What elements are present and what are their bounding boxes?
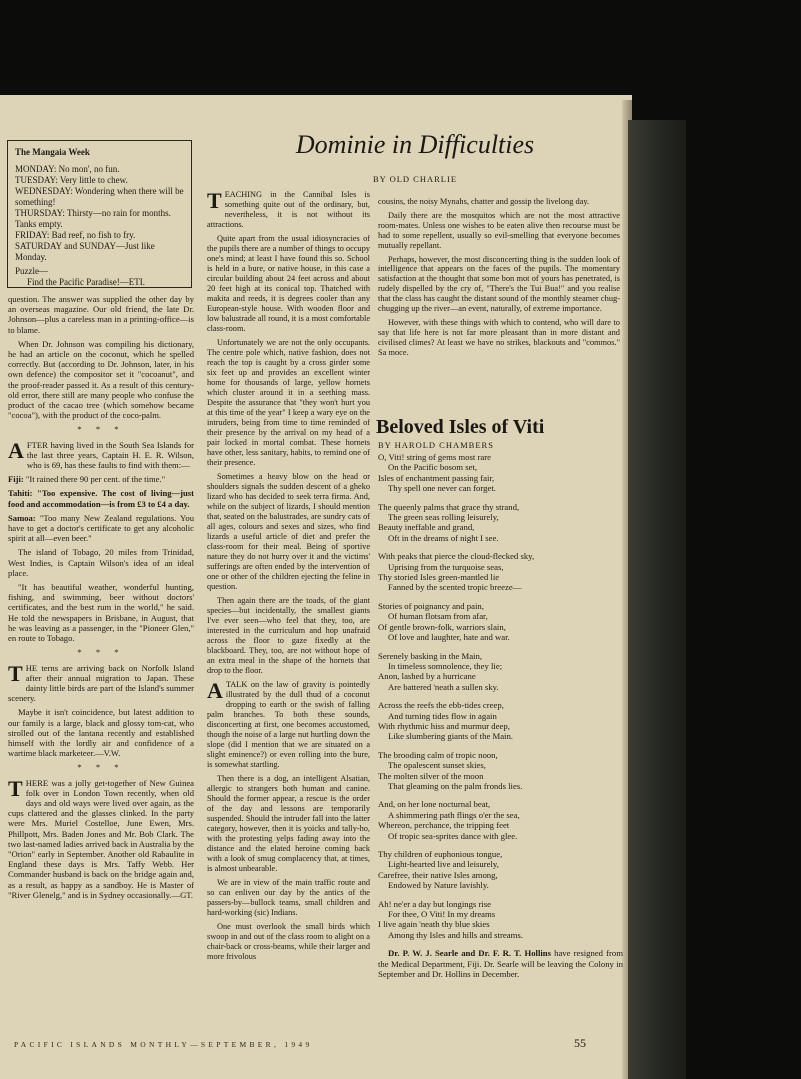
page-footer: PACIFIC ISLANDS MONTHLY—SEPTEMBER, 1949 [14, 1040, 313, 1049]
paragraph: The island of Tobago, 20 miles from Trinidad, West Indies, is Captain Wilson's idea of an ideal place. [8, 547, 194, 578]
paragraph: THERE was a jolly get-together of New Guinea folk over in London Town recently, when old days and old ways were lived over again, as the cups clattered and the glasses clinked. In the party were Mrs. Muriel Costelloe, June Ewen, Mrs. Phillpott, Mrs. Baden Jones and Mr. Bob Clark. The two last-named ladies arrived back in Australia by the "Orion" early in September. Another old Rabaulite in England these days is Mrs. Taffy Webb. Her Commander husband is back on the bridge again and, as a result, as happy as a sandboy. He is Master of "River Glenelg," and is in Sydney occasionally.—GT. [8, 775, 194, 900]
book-binding [628, 120, 686, 1079]
paragraph: Perhaps, however, the most disconcerting thing is the sudden look of intelligence that appears on the faces of the pupils. The momentary satisfaction at the thought that some bon mot of yours has penetrated, is rudely dispelled by the cry of, "There's the Tui Bua!" and you realise that the class has caught the distant sound of the monthly steamer chug-chugging up the river—an event, naturally, of extreme importance. [378, 254, 620, 314]
poem-line: Isles of enchantment passing fair, [378, 472, 495, 483]
left-column [8, 294, 194, 904]
medical-note [378, 948, 623, 979]
note-text: have resigned from the Medical Department, Fiji. Dr. Searle will be leaving the Colony in September and Dr. Hollins in December. [378, 948, 624, 980]
poem-line: And turning tides flow in again [388, 710, 497, 721]
right-column [378, 197, 620, 362]
poem-line: With peaks that pierce the cloud-flecked sky, [378, 551, 535, 562]
poem-body [378, 452, 623, 979]
poem-line: Fanned by the scented tropic breeze— [388, 582, 522, 593]
poem-line: On the Pacific bosom set, [388, 462, 478, 473]
drop-cap: A [207, 678, 223, 703]
poem-stanza [378, 700, 623, 742]
drop-cap: T [8, 775, 23, 801]
poem-line: A shimmering path flings o'er the sea, [388, 809, 520, 820]
poem-line: The opalescent sunset skies, [388, 760, 486, 771]
poem-line: Of gentle brown-folk, warriors slain, [378, 621, 506, 632]
poem-title: Beloved Isles of Viti [376, 416, 545, 438]
poem-line: O, Viti! string of gems most rare [378, 452, 491, 462]
paragraph: When Dr. Johnson was compiling his dictionary, he had an article on the coconut, which he spelled correctly. But (according to Dr. Johnson, later, in his own defence) the compositor set it "cocoanut", and the proof-reader passed it. As a result of this century-old error, there still are many people who confuse the product of the cacao tree (which somehow became "cocoa"), with the product of the coco-palm. [8, 338, 194, 421]
box-line: MONDAY: No mon', no fun. [15, 164, 120, 174]
section-stars: * * * [77, 424, 125, 435]
page-number: 55 [574, 1036, 586, 1050]
poem-line: The molten silver of the moon [378, 770, 484, 781]
paragraph: THE terns are arriving back on Norfolk Island after their annual migration to Japan. These dainty little birds are part of the Island's summer scenery. [8, 660, 194, 704]
note-names: Dr. P. W. J. Searle and Dr. F. R. T. Hollins [388, 948, 552, 959]
drop-cap: T [207, 188, 222, 213]
poem-line: The queenly palms that grace thy strand, [378, 501, 520, 512]
poem-line: In timeless somnolence, they lie; [388, 660, 503, 671]
paragraph: Then there is a dog, an intelligent Alsatian, allergic to strangers both human and canine. Should the former appear, a rescue is the order of the day and lessons are temporarily suspended. Should the intruder fall into the latter category, however, then it is yoicks and tally-ho, with the protesting yelps fading away into the distance and the elated heroine coming back with a look of smug complacency that, at times, is almost unbearable. [207, 774, 370, 873]
paragraph: Fiji: "It rained there 90 per cent. of the time." [8, 474, 166, 485]
drop-cap: T [8, 660, 23, 686]
paragraph: One must overlook the small birds which swoop in and out of the class room to alight on a chair-back or cross-beams, while their larger and more frivolous [207, 922, 370, 961]
poem-line: Ah! ne'er a day but longings rise [378, 898, 492, 909]
paragraph: Daily there are the mosquitos which are not the most attractive room-mates. Unless one wishes to be eaten alive then recourse must be had to some repellent, usually so evil-smelling that everyone becomes mutually repellant. [378, 210, 620, 250]
poem-line: Thy storied Isles green-mantled lie [378, 572, 500, 583]
paragraph: TEACHING in the Cannibal Isles is something quite out of the ordinary, but, nevertheless, it is not without its attractions. [207, 188, 370, 229]
mangaia-week-box [7, 140, 192, 288]
paragraph: Quite apart from the usual idiosyncracies of the pupils there are a number of things to occupy one's mind; at least I have found this so. School is held in a bure, or native house, in this case a circular building about 24 feet across and about 20 feet high at its conical top. Thatched with makita and reeds, it is degrees cooler than any European-style house. With wooden floor and low balustrade all round, it is a most comfortable class-room. [207, 234, 370, 333]
poem-line: Of love and laughter, hate and war. [388, 632, 510, 643]
poem-line: I live again 'neath thy blue skies [378, 919, 490, 930]
poem-line: Light-hearted live and leisurely, [388, 859, 499, 870]
paragraph: question. The answer was supplied the other day by an overseas magazine. Our old friend, the late Dr. Johnson—plus a careless man in a printing-office—is to blame. [8, 294, 194, 335]
section-stars: * * * [77, 762, 125, 773]
article-byline: BY OLD CHARLIE [372, 174, 458, 184]
section-stars: * * * [77, 647, 125, 658]
poem-line: Of tropic sea-sprites dance with glee. [388, 830, 518, 841]
paragraph: cousins, the noisy Mynahs, chatter and gossip the livelong day. [378, 197, 590, 206]
poem-line: The brooding calm of tropic noon, [378, 749, 498, 760]
poem-line: Anon, lashed by a hurricane [378, 671, 476, 682]
poem-line: Beauty ineffable and grand, [378, 522, 475, 533]
poem-line: Whereon, perchance, the tripping feet [378, 820, 510, 831]
paragraph: ATALK on the law of gravity is pointedly illustrated by the dull thud of a coconut dropping to earth or the swish of falling palm branches. To both these sounds, disconcerting at first, one becomes accustomed, though the noise of a large nut hurtling down the slope (did I mention that we are situated on a slight eminence?) or even rolling into the bure, is somewhat startling. [207, 678, 370, 769]
poem-line: Stories of poignancy and pain, [378, 600, 484, 611]
poem-line: Across the reefs the ebb-tides creep, [378, 700, 504, 711]
paragraph: Tahiti: "Too expensive. The cost of living—just food and accommodation—is from £3 to £4 a day. [8, 488, 194, 509]
poem-stanza [378, 750, 623, 792]
paragraph: Unfortunately we are not the only occupants. The centre pole which, native fashion, does not reach the top is caught by a cross girder some six feet up and provides an excellent winter home for thousands of large, yellow hornets which cluster around it in a seething mass. Despite the assurance that "they won't hurt you at this time of the year" I keep a wary eye on the intruders, being from time to time reminded of their presence by the arrival on my head of a pair locked in mortal combat. These hornets have other, less sanitary, habits, to remind one of their presence. [207, 338, 370, 467]
poem-line: For thee, O Viti! In my dreams [388, 909, 496, 920]
poem-stanza [378, 799, 623, 841]
paragraph: However, with these things with which to contend, who will dare to say that life here is not far more pleasant than in more distant and civilised climes? At least we have no strikes, blackouts and "commos." Sa moce. [378, 317, 620, 357]
poem-line: Thy spell one never can forget. [388, 483, 496, 494]
poem-line: Thy children of euphonious tongue, [378, 849, 503, 859]
poem-stanza [378, 551, 623, 593]
poem-stanza [378, 849, 623, 891]
poem-line: Are battered 'neath a sullen sky. [388, 681, 499, 692]
poem-byline: BY HAROLD CHAMBERS [378, 440, 494, 450]
poem-line: Of human flotsam from afar, [388, 611, 488, 622]
poem-line: Serenely basking in the Main, [378, 650, 482, 661]
box-line: TUESDAY: Very little to chew. [15, 175, 128, 185]
poem-line: The green seas rolling leisurely, [388, 512, 499, 523]
poem-line: With rhythmic hiss and murmur deep, [378, 720, 510, 731]
article-title: Dominie in Difficulties [295, 130, 535, 159]
poem-line: Carefree, their native Isles among, [378, 869, 498, 880]
poem-line: That gleaming on the palm fronds lies. [388, 780, 523, 791]
poem-line: And, on her lone nocturnal beat, [378, 799, 491, 810]
box-line: WEDNESDAY: Wondering when there will be something! [15, 186, 184, 207]
paragraph: AFTER having lived in the South Sea Islands for the last three years, Captain H. E. R. Wilson, who is 69, has these faults to find with them:— [8, 437, 194, 471]
box-line: SATURDAY and SUNDAY—Just like Monday. [15, 241, 155, 262]
drop-cap: A [8, 437, 24, 463]
poem-stanza [378, 601, 623, 643]
poem-line: Endowed by Nature lavishly. [388, 880, 489, 891]
poem-line: Like slumbering giants of the Main. [388, 731, 513, 742]
poem-stanza [378, 651, 623, 693]
poem-line: Among thy Isles and hills and streams. [388, 929, 523, 940]
paragraph: Sometimes a heavy blow on the head or shoulders signals the sudden descent of a gheko lizard who has decided to seek terra firma. And, while on the subject of lizards, I should mention that, seated on the balustrades, are sundry cats of all ages, colours and sexes and sizes, who find lizards a useful article of diet and prefer the class-room for their meal. Being of sportive nature they do not hurry over it and the victims' sufferings are often ended by the intervention of one or other of the children ejecting the feline in question. [207, 472, 370, 591]
poem-stanza [378, 502, 623, 544]
paragraph: Maybe it isn't coincidence, but latest addition to our family is a large, black and glossy tom-cat, who strolled out of the lantana recently and established himself with the lordly air and confidence of a wartime black marketeer.—V.W. [8, 707, 194, 759]
middle-column [207, 190, 370, 966]
box-puzzle-text: Find the Pacific Paradise!—ETI. [27, 277, 145, 287]
box-puzzle-label: Puzzle— [15, 266, 48, 276]
paragraph: Then again there are the toads, of the giant species—but incidentally, the smallest giants I've ever seen—who feel that they, too, are interested in the curriculum and hop unafraid across the floor to gaze fixedly at the blackboard. They, too, are not without hope of an extra meal in the shape of the hornets that drop to the floor. [207, 596, 370, 675]
paragraph: Samoa: "Too many New Zealand regulations. You have to get a doctor's certificate to get any alcoholic spirit at all—even beer." [8, 512, 194, 544]
poem-stanza [378, 899, 623, 941]
paragraph: We are in view of the main traffic route and so can enliven our day by the antics of the passers-by—bullock teams, small children and hard-working (sic) Indians. [207, 878, 370, 917]
poem-stanza [378, 452, 623, 494]
box-line: FRIDAY: Bad reef, no fish to fry. [15, 230, 136, 240]
paragraph: "It has beautiful weather, wonderful hunting, fishing, and swimming, beer without doctors' certificates, and the best rum in the world," he said. He told the newspapers in Brisbane, in August, that he was leaving as a passenger, in the "Pioneer Glen," en route to Tobago. [8, 582, 194, 644]
box-line: THURSDAY: Thirsty—no rain for months. Tanks empty. [15, 208, 171, 229]
poem-line: Oft in the dreams of night I see. [388, 532, 499, 543]
box-title: The Mangaia Week [15, 147, 90, 157]
poem-line: Uprising from the turquoise seas, [388, 561, 504, 572]
